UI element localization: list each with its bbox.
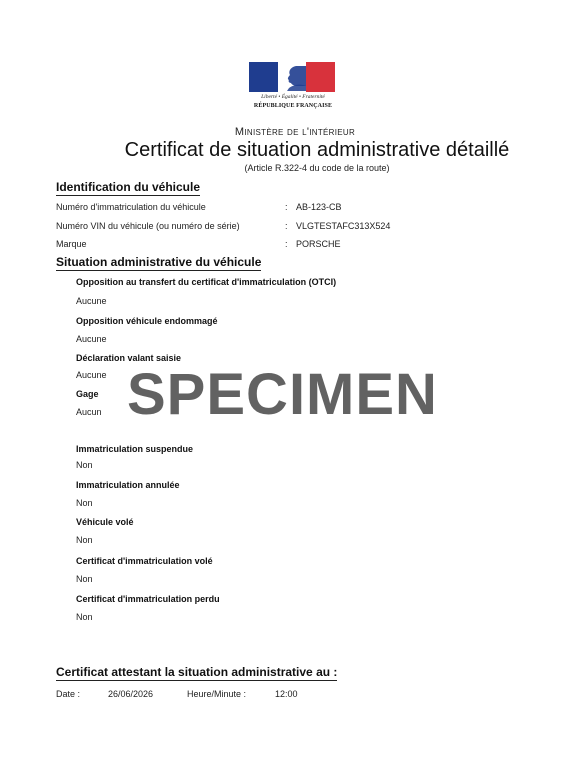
registration-value: AB-123-CB — [296, 202, 342, 212]
certificate-date-heading: Certificat attestant la situation administrative au : — [56, 665, 338, 679]
page-title: Certificat de situation administrative détaillé — [124, 139, 510, 161]
otci-title: Opposition au transfert du certificat d'immatriculation (OTCI) — [76, 277, 337, 287]
seizure-title: Déclaration valant saisie — [76, 353, 182, 363]
registration-label: Numéro d'immatriculation du véhicule — [56, 202, 206, 212]
time-label: Heure/Minute : — [187, 689, 247, 699]
pledge-title: Gage — [76, 389, 99, 399]
stolen-vehicle-value: Non — [76, 535, 93, 545]
seizure-value: Aucune — [76, 370, 107, 380]
marianne-flag-icon — [249, 62, 335, 92]
otci-value: Aucune — [76, 296, 107, 306]
specimen-watermark: SPECIMEN — [127, 362, 438, 427]
republic-name: RÉPUBLIQUE FRANÇAISE — [253, 103, 333, 109]
lost-certificate-value: Non — [76, 612, 93, 622]
stolen-certificate-title: Certificat d'immatriculation volé — [76, 556, 213, 566]
cancelled-value: Non — [76, 498, 93, 508]
vin-label: Numéro VIN du véhicule (ou numéro de série) — [56, 221, 240, 231]
damaged-opposition-title: Opposition véhicule endommagé — [76, 316, 218, 326]
suspended-value: Non — [76, 460, 93, 470]
suspended-title: Immatriculation suspendue — [76, 444, 194, 454]
ministry-name: Ministère de l'intérieur — [234, 126, 356, 138]
cancelled-title: Immatriculation annulée — [76, 480, 180, 490]
situation-heading: Situation administrative du véhicule — [56, 255, 262, 269]
vin-value: VLGTESTAFC313X524 — [296, 221, 391, 231]
identification-heading: Identification du véhicule — [56, 180, 201, 194]
time-value: 12:00 — [275, 689, 298, 699]
brand-value: PORSCHE — [296, 239, 341, 249]
registration-colon: : — [285, 202, 288, 212]
page-subtitle: (Article R.322-4 du code de la route) — [244, 163, 390, 173]
republique-francaise-logo — [249, 60, 337, 118]
republic-motto: Liberté • Égalité • Fraternité — [261, 94, 325, 100]
lost-certificate-title: Certificat d'immatriculation perdu — [76, 594, 220, 604]
vin-colon: : — [285, 221, 288, 231]
stolen-certificate-value: Non — [76, 574, 93, 584]
brand-label: Marque — [56, 239, 87, 249]
stolen-vehicle-title: Véhicule volé — [76, 517, 134, 527]
date-label: Date : — [56, 689, 81, 699]
date-value: 26/06/2026 — [108, 689, 154, 699]
brand-colon: : — [285, 239, 288, 249]
pledge-value: Aucun — [76, 407, 102, 417]
damaged-opposition-value: Aucune — [76, 334, 107, 344]
